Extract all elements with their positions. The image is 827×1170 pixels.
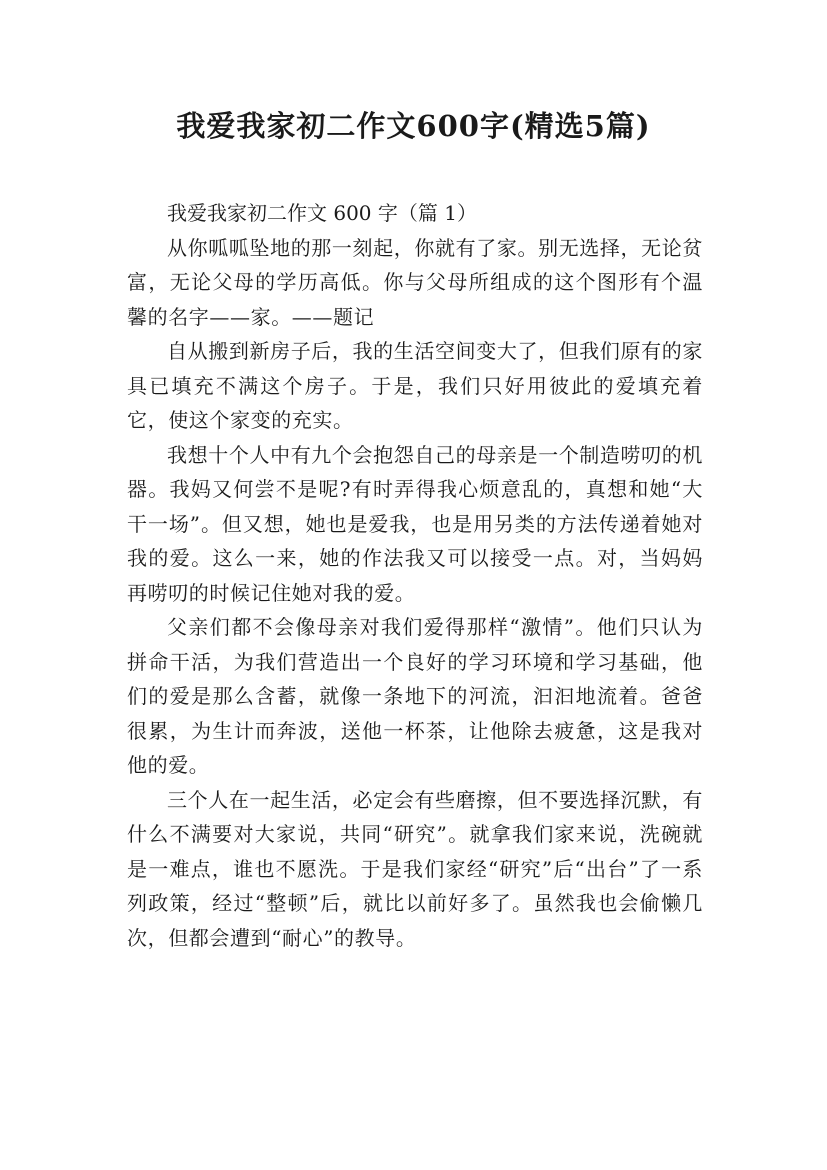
paragraph-mother: 我想十个人中有九个会抱怨自己的母亲是一个制造唠叨的机器。我妈又何尝不是呢?有时弄得我心烦意乱的，真想和她“大干一场”。但又想，她也是爱我，也是用另类的方法传递着她对我的爱。这么一来，她的作法我又可以接受一点。对，当妈妈再唠叨的时候记住她对我的爱。 <box>127 442 703 605</box>
paragraph-father: 父亲们都不会像母亲对我们爱得那样“激情”。他们只认为拼命干活，为我们营造出一个良好的学习环境和学习基础，他们的爱是那么含蓄，就像一条地下的河流，汩汩地流着。爸爸很累，为生计而奔波，送他一杯茶，让他除去疲惫，这是我对他的爱。 <box>127 615 703 777</box>
document-title: 我爱我家初二作文600字(精选5篇) <box>176 109 651 143</box>
paragraph-epigraph: 从你呱呱坠地的那一刻起，你就有了家。别无选择，无论贫富，无论父母的学历高低。你与父母所组成的这个图形有个温馨的名字——家。——题记 <box>127 235 703 329</box>
paragraph-new-house: 自从搬到新房子后，我的生活空间变大了，但我们原有的家具已填充不满这个房子。于是，我们只好用彼此的爱填充着它，使这个家变的充实。 <box>127 339 703 432</box>
document-body <box>127 196 703 955</box>
section-heading: 我爱我家初二作文 600 字（篇 1） <box>167 201 477 225</box>
paragraph-family-life: 三个人在一起生活，必定会有些磨擦，但不要选择沉默，有什么不满要对大家说，共同“研究”。就拿我们家来说，洗碗就是一难点，谁也不愿洗。于是我们家经“研究”后“出台”了一系列政策，经过“整顿”后，就比以前好多了。虽然我也会偷懒几次，但都会遭到“耐心”的教导。 <box>127 787 703 950</box>
